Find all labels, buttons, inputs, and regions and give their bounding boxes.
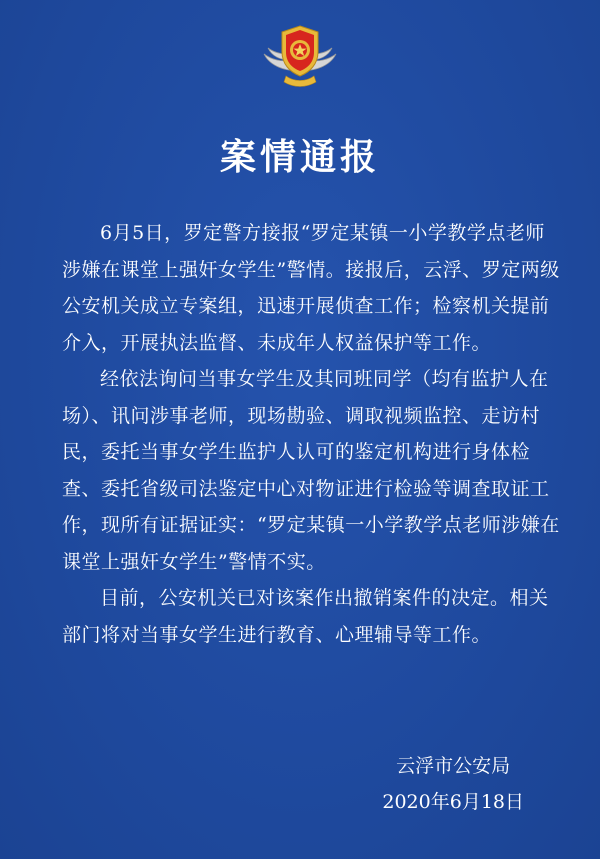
police-emblem-icon [260,20,340,92]
notice-body [62,215,562,653]
paragraph: 目前，公安机关已对该案作出撤销案件的决定。相关部门将对当事女学生进行教育、心理辅导等工作。 [62,587,549,646]
issuer-name: 云浮市公安局 [396,755,511,777]
paragraph: 6月5日，罗定警方接报“罗定某镇一小学教学点老师涉嫌在课堂上强奸女学生”警情。接报后，云浮、罗定两级公安机关成立专案组，迅速开展侦查工作；检察机关提前介入，开展执法监督、未成年人权益保护等工作。 [62,222,560,354]
signature-block [382,748,524,820]
page-title: 案情通报 [219,137,380,178]
paragraph: 经依法询问当事女学生及其同班同学（均有监护人在场）、讯问涉事老师，现场勘验、调取视频监控、走访村民，委托当事女学生监护人认可的鉴定机构进行身体检查、委托省级司法鉴定中心对物证进行检验等调查取证工作，现所有证据证实：“罗定某镇一小学教学点老师涉嫌在课堂上强奸女学生”警情不实。 [62,368,560,573]
issue-date: 2020年6月18日 [382,791,524,813]
